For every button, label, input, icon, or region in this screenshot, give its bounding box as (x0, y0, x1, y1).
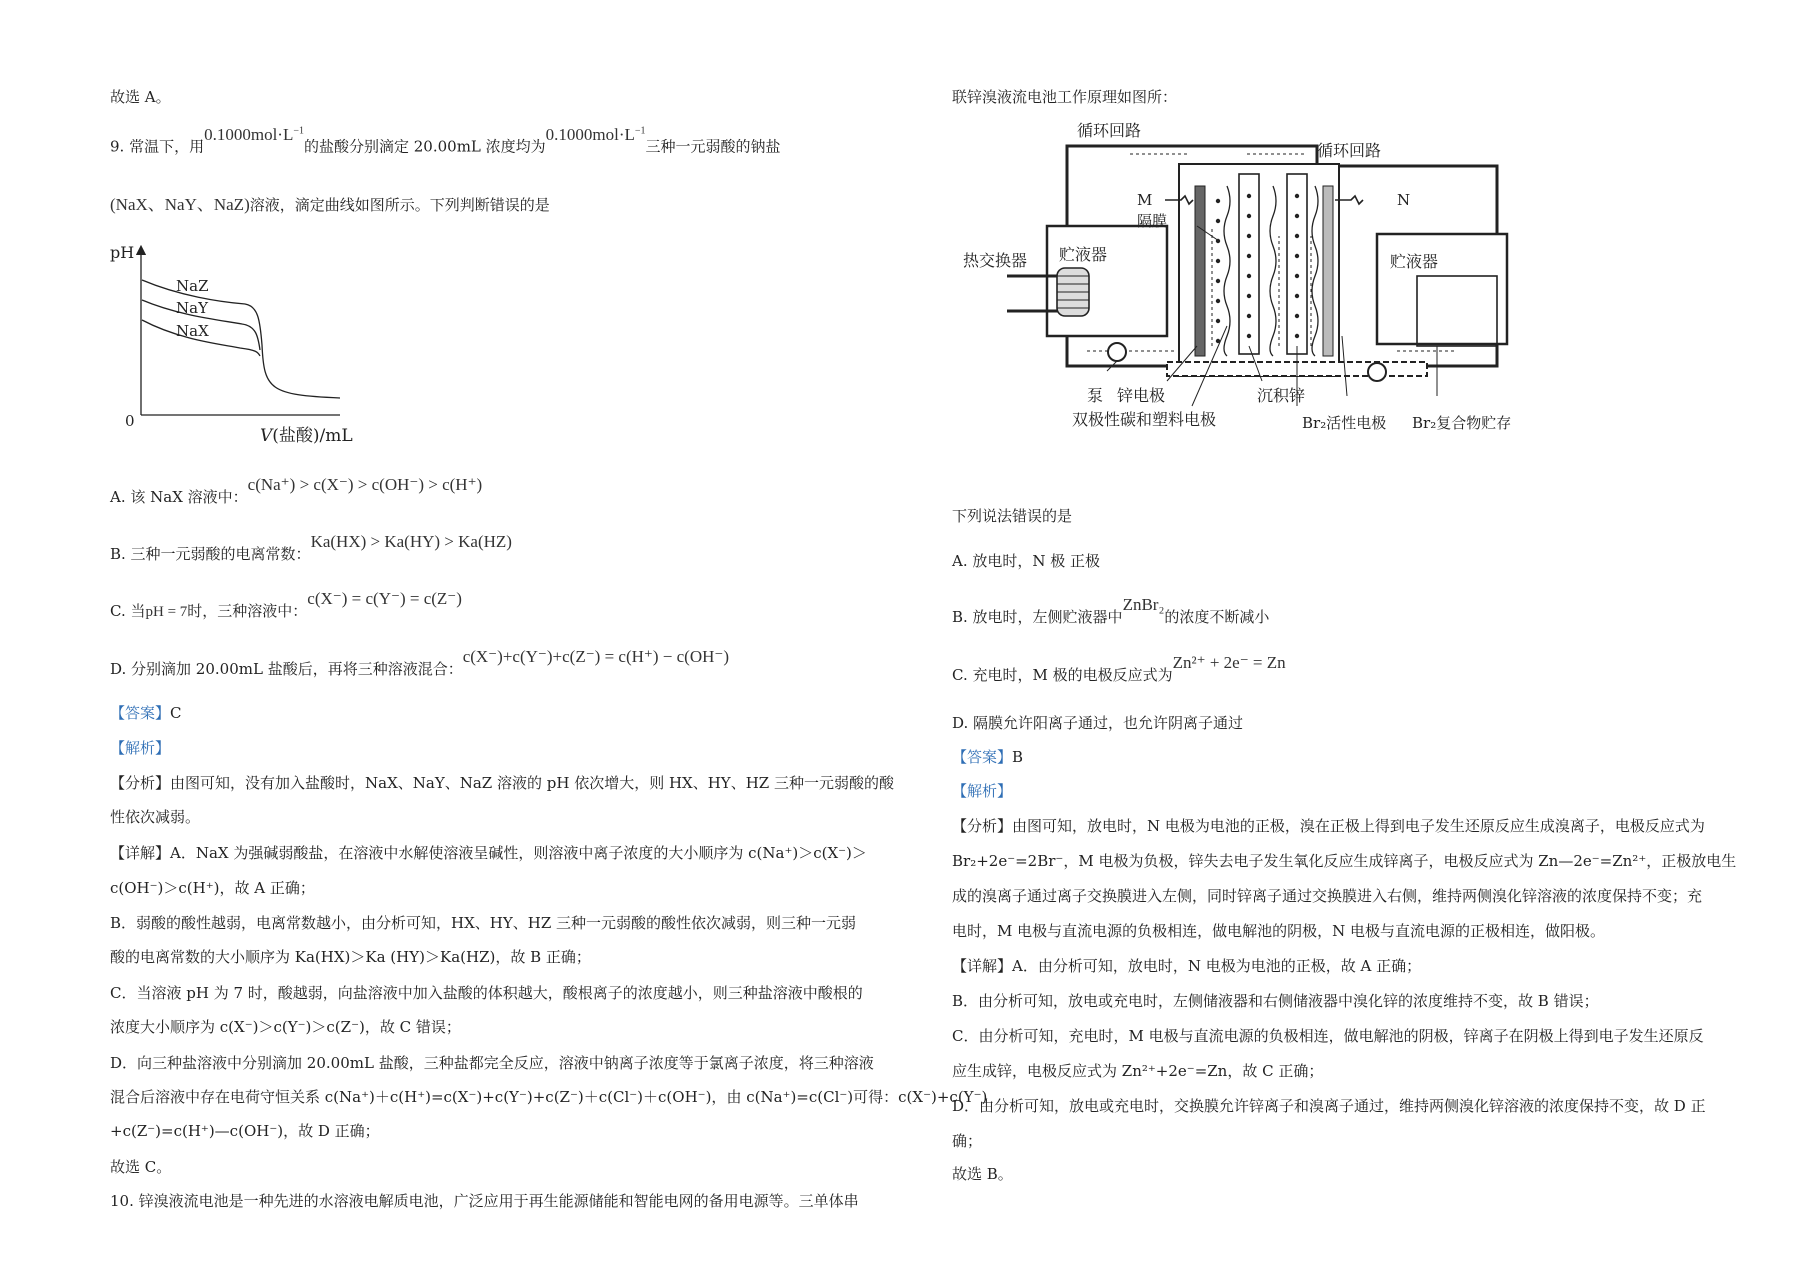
diagram-label-zinc-electrode: 锌电极 (1117, 386, 1166, 405)
diagram-label-m: M (1137, 191, 1153, 209)
option-a: A. 放电时，N 极 正极 (952, 552, 1101, 570)
analysis-line: 故选 C。 (110, 1158, 172, 1176)
question-10-continuation: 联锌溴液流电池工作原理如图所： (952, 88, 1178, 106)
option-c: C. 充电时，M 极的电极反应式为Zn²⁺ + 2e⁻ = Zn (952, 653, 1286, 684)
diagram-label-tank-right: 贮液器 (1390, 252, 1439, 271)
option-d: D. 隔膜允许阳离子通过，也允许阴离子通过 (952, 714, 1244, 732)
analysis-line: 混合后溶液中存在电荷守恒关系 c(Na⁺)＋c(H⁺)=c(X⁻)+c(Y⁻)+c(Z⁻)＋c(Cl⁻)＋c(OH⁻)，由 c(Na⁺)=c(Cl⁻)可得：c(X⁻)+c(Y⁻) (110, 1088, 988, 1106)
series-label-nay: NaY (176, 299, 208, 317)
diagram-label-loop-right: 循环回路 (1317, 141, 1382, 160)
analysis-line: 故选 B。 (952, 1165, 1013, 1183)
option-a: A. 该 NaX 溶液中：c(Na⁺) > c(X⁻) > c(OH⁻) > c(H⁺) (110, 475, 483, 506)
prev-conclusion: 故选 A。 (110, 88, 171, 106)
analysis-line: 成的溴离子通过离子交换膜进入左侧，同时锌离子通过交换膜进入右侧，维持两侧溴化锌溶液的浓度保持不变；充 (952, 887, 1703, 905)
answer-value: B (1012, 748, 1024, 766)
option-c-math: Zn²⁺ + 2e⁻ = Zn (1172, 653, 1286, 672)
option-c-ph: pH = 7 (145, 604, 188, 620)
analysis-line: D．由分析可知，放电或充电时，交换膜允许锌离子和溴离子通过，维持两侧溴化锌溶液的浓度保持不变，故 D 正 (952, 1097, 1706, 1115)
diagram-label-br2-electrode: Br₂活性电极 (1302, 414, 1387, 432)
salt-list: (NaX、NaY、NaZ) (110, 195, 250, 214)
y-axis-label: pH (110, 243, 135, 262)
diagram-label-tank-left: 贮液器 (1059, 245, 1108, 264)
series-label-nax: NaX (176, 322, 209, 340)
analysis-line: 【详解】A．由分析可知，放电时，N 电极为电池的正极，故 A 正确； (952, 957, 1422, 975)
option-b: B. 放电时，左侧贮液器中ZnBr₂的浓度不断减小 (952, 595, 1270, 626)
analysis-line: c(OH⁻)＞c(H⁺)，故 A 正确； (110, 879, 315, 897)
analysis-line: 电时，M 电极与直流电源的负极相连，做电解池的阴极，N 电极与直流电源的正极相连，做阳极。 (952, 922, 1606, 940)
titration-curve-chart (110, 240, 370, 440)
question-prompt: 下列说法错误的是 (952, 507, 1073, 525)
question-9-line-1: 9. 常温下，用$0.1000mol\cdot L^{-1}$的盐酸分别滴定 20.00mL 浓度均为$0.1000mol\cdot L^{-1}$三种一元弱酸的钠盐 (110, 124, 781, 156)
option-d: D. 分别滴加 20.00mL 盐酸后，再将三种溶液混合：c(X⁻)+c(Y⁻)+c(Z⁻) = c(H⁺) − c(OH⁻) (110, 647, 730, 678)
option-d-math: c(X⁻)+c(Y⁻)+c(Z⁻) = c(H⁺) − c(OH⁻) (462, 647, 730, 666)
option-c-math: c(X⁻) = c(Y⁻) = c(Z⁻) (307, 589, 462, 608)
diagram-label-n: N (1397, 191, 1411, 209)
analysis-label: 【解析】 (110, 739, 171, 757)
series-label-naz: NaZ (176, 277, 209, 295)
analysis-line: 性依次减弱。 (110, 808, 201, 826)
diagram-label-heat-exchanger: 热交换器 (963, 251, 1028, 270)
analysis-line: 酸的电离常数的大小顺序为 Ka(HX)＞Ka (HY)＞Ka(HZ)，故 B 正确； (110, 948, 591, 966)
concentration-1: $0.1000mol\cdot L^{-1}$ (204, 124, 304, 144)
analysis-line: +c(Z⁻)=c(H⁺)—c(OH⁻)，故 D 正确； (110, 1122, 380, 1140)
x-axis-label: V(盐酸)/mL (260, 426, 353, 446)
analysis-label: 【解析】 (952, 782, 1013, 800)
answer-value: C (170, 704, 182, 722)
curve-naz (142, 280, 340, 398)
analysis-line: 应生成锌，电极反应式为 Zn²⁺+2e⁻=Zn，故 C 正确； (952, 1062, 1324, 1080)
analysis-line: 浓度大小顺序为 c(X⁻)＞c(Y⁻)＞c(Z⁻)，故 C 错误； (110, 1018, 461, 1036)
diagram-label-bipolar: 双极性碳和塑料电极 (1072, 410, 1217, 429)
analysis-line: 【分析】由图可知，没有加入盐酸时，NaX、NaY、NaZ 溶液的 pH 依次增大，则 HX、HY、HZ 三种一元弱酸的酸 (110, 774, 894, 792)
diagram-label-pump: 泵 (1087, 386, 1104, 405)
concentration-2: $0.1000mol\cdot L^{-1}$ (545, 124, 646, 144)
option-b-math: ZnBr₂ (1122, 595, 1165, 614)
analysis-line: C．由分析可知，充电时，M 电极与直流电源的负极相连，做电解池的阴极，锌离子在阴极上得到电子发生还原反 (952, 1027, 1704, 1045)
zinc-bromine-battery-diagram (957, 116, 1537, 446)
option-c: C. 当pH = 7时，三种溶液中：c(X⁻) = c(Y⁻) = c(Z⁻) (110, 589, 462, 620)
option-b: B. 三种一元弱酸的电离常数：Ka(HX) > Ka(HY) > Ka(HZ) (110, 532, 512, 563)
analysis-line: Br₂+2e⁻=2Br⁻，M 电极为负极，锌失去电子发生氧化反应生成锌离子，电极反应式为 Zn—2e⁻=Zn²⁺，正极放电生 (952, 852, 1737, 870)
diagram-label-deposited-zinc: 沉积锌 (1257, 386, 1306, 405)
analysis-line: 确； (952, 1132, 983, 1150)
analysis-line: D．向三种盐溶液中分别滴加 20.00mL 盐酸，三种盐都完全反应，溶液中钠离子浓度等于氯离子浓度，将三种溶液 (110, 1054, 874, 1072)
answer-line (110, 702, 182, 724)
option-a-math: c(Na⁺) > c(X⁻) > c(OH⁻) > c(H⁺) (247, 475, 483, 494)
question-10-line: 10. 锌溴液流电池是一种先进的水溶液电解质电池，广泛应用于再生能源储能和智能电网的备用电源等。三单体串 (110, 1192, 859, 1210)
diagram-label-loop-left: 循环回路 (1077, 121, 1142, 140)
diagram-label-br2-storage: Br₂复合物贮存 (1412, 414, 1512, 432)
answer-label: 【答案】 (952, 748, 1013, 766)
question-9-line-2: (NaX、NaY、NaZ)溶液，滴定曲线如图所示。下列判断错误的是 (110, 195, 550, 214)
analysis-line: C．当溶液 pH 为 7 时，酸越弱，向盐溶液中加入盐酸的体积越大，酸根离子的浓度越小，则三种盐溶液中酸根的 (110, 984, 863, 1002)
analysis-line: 【详解】A．NaX 为强碱弱酸盐，在溶液中水解使溶液呈碱性，则溶液中离子浓度的大小顺序为 c(Na⁺)＞c(X⁻)＞ (110, 844, 867, 862)
origin-label: 0 (125, 412, 135, 430)
analysis-line: B．弱酸的酸性越弱，电离常数越小，由分析可知，HX、HY、HZ 三种一元弱酸的酸性依次减弱，则三种一元弱 (110, 914, 857, 932)
analysis-line: B．由分析可知，放电或充电时，左侧储液器和右侧储液器中溴化锌的浓度维持不变，故 B 错误； (952, 992, 1599, 1010)
diagram-label-membrane: 隔膜 (1137, 212, 1168, 230)
option-b-math: Ka(HX) > Ka(HY) > Ka(HZ) (310, 532, 512, 551)
answer-line (952, 746, 1023, 768)
analysis-line: 【分析】由图可知，放电时，N 电极为电池的正极，溴在正极上得到电子发生还原反应生成溴离子，电极反应式为 (952, 817, 1705, 835)
answer-label: 【答案】 (110, 704, 171, 722)
